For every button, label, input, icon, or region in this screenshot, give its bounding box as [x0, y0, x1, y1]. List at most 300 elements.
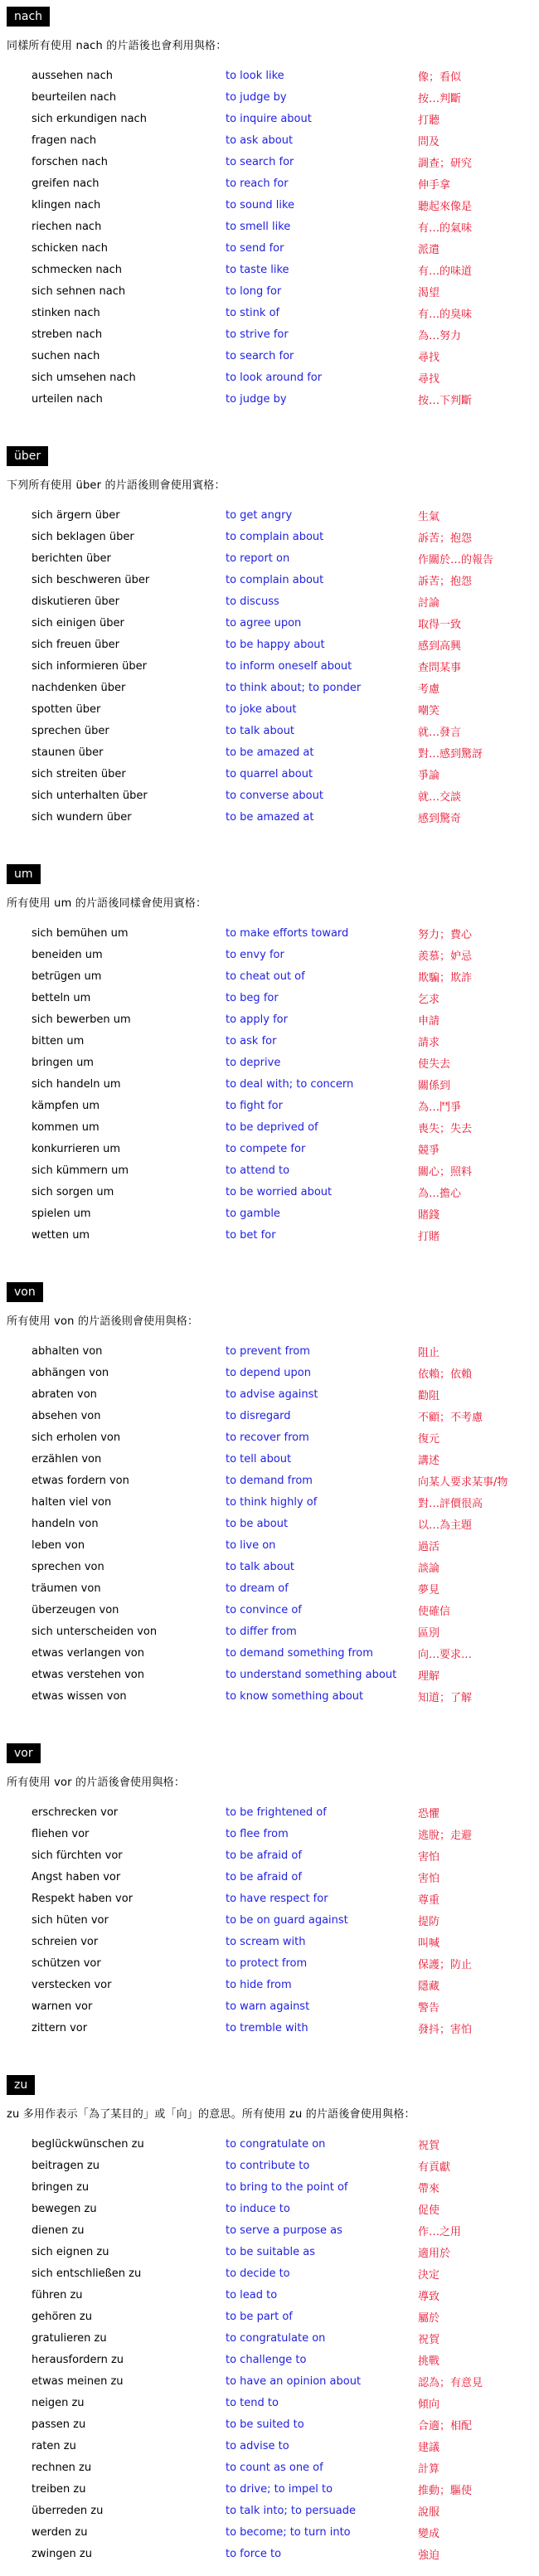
- chinese-meaning: 認為；有意見: [418, 2376, 483, 2389]
- english-meaning: to attend to: [226, 1164, 290, 1177]
- english-meaning: to ask about: [226, 134, 294, 147]
- german-phrase: sich informieren über: [32, 659, 147, 673]
- english-meaning: to convince of: [226, 1603, 302, 1616]
- chinese-meaning: 傾向: [418, 2398, 440, 2411]
- table-row: [32, 1995, 526, 2017]
- table-row: [32, 785, 526, 806]
- german-phrase: etwas verlangen von: [32, 1646, 144, 1660]
- section-intro: 所有使用 von 的片語後則會使用與格：: [7, 1315, 199, 1328]
- german-phrase: bringen um: [32, 1056, 94, 1069]
- chinese-meaning: 談論: [418, 1562, 440, 1575]
- table-row: [32, 302, 526, 323]
- chinese-meaning: 爭論: [418, 769, 440, 782]
- german-phrase: sich umsehen nach: [32, 371, 136, 384]
- german-phrase: sich bemühen um: [32, 926, 129, 940]
- table-row: [32, 698, 526, 720]
- chinese-meaning: 打聽: [418, 114, 440, 127]
- english-meaning: to dream of: [226, 1582, 289, 1595]
- german-phrase: etwas meinen zu: [32, 2374, 124, 2388]
- chinese-meaning: 使確信: [418, 1605, 451, 1618]
- german-phrase: sich streiten über: [32, 767, 126, 780]
- english-meaning: to contribute to: [226, 2159, 310, 2172]
- chinese-meaning: 建議: [418, 2441, 440, 2454]
- chinese-meaning: 強迫: [418, 2549, 440, 2562]
- chinese-meaning: 講述: [418, 1454, 440, 1467]
- english-meaning: to complain about: [226, 573, 324, 586]
- chinese-meaning: 訴苦；抱怨: [418, 532, 473, 545]
- english-meaning: to disregard: [226, 1409, 291, 1422]
- german-phrase: rechnen zu: [32, 2461, 92, 2474]
- table-row: [32, 1845, 526, 1866]
- table-row: [32, 388, 526, 410]
- chinese-meaning: 不顧；不考慮: [418, 1411, 483, 1424]
- english-meaning: to agree upon: [226, 616, 302, 629]
- chinese-meaning: 討論: [418, 596, 440, 610]
- section-heading: vor: [7, 1743, 41, 1763]
- phrase-table: [32, 65, 526, 410]
- chinese-meaning: 恐懼: [418, 1807, 440, 1820]
- english-meaning: to decide to: [226, 2267, 290, 2280]
- chinese-meaning: 嘲笑: [418, 704, 440, 717]
- table-row: [32, 2306, 526, 2327]
- table-row: [32, 720, 526, 741]
- german-phrase: Angst haben vor: [32, 1870, 121, 1883]
- table-row: [32, 1801, 526, 1823]
- german-phrase: bewegen zu: [32, 2202, 97, 2215]
- chinese-meaning: 害怕: [418, 1850, 440, 1864]
- german-phrase: sich bewerben um: [32, 1013, 131, 1026]
- german-phrase: sprechen über: [32, 724, 109, 737]
- table-row: [32, 259, 526, 280]
- english-meaning: to flee from: [226, 1827, 289, 1840]
- table-row: [32, 806, 526, 828]
- english-meaning: to warn against: [226, 2000, 310, 2013]
- table-row: [32, 741, 526, 763]
- chinese-meaning: 逃脫；走避: [418, 1829, 473, 1842]
- german-phrase: riechen nach: [32, 220, 102, 233]
- chinese-meaning: 取得一致: [418, 618, 462, 631]
- chinese-meaning: 隱藏: [418, 1980, 440, 1993]
- german-phrase: absehen von: [32, 1409, 101, 1422]
- table-row: [32, 1556, 526, 1577]
- chinese-meaning: 打賭: [418, 1230, 440, 1243]
- table-row: [32, 1664, 526, 1685]
- english-meaning: to be amazed at: [226, 746, 314, 759]
- chinese-meaning: 賭錢: [418, 1208, 440, 1222]
- english-meaning: to beg for: [226, 991, 279, 1004]
- table-row: [32, 1974, 526, 1995]
- english-meaning: to be happy about: [226, 638, 325, 651]
- english-meaning: to count as one of: [226, 2461, 323, 2474]
- table-row: [32, 2413, 526, 2435]
- chinese-meaning: 發抖；害怕: [418, 2023, 473, 2036]
- english-meaning: to drive; to impel to: [226, 2482, 333, 2496]
- english-meaning: to know something about: [226, 1689, 364, 1703]
- table-row: [32, 2176, 526, 2198]
- english-meaning: to search for: [226, 155, 294, 168]
- german-phrase: etwas verstehen von: [32, 1668, 144, 1681]
- english-meaning: to deal with; to concern: [226, 1077, 354, 1091]
- table-row: [32, 1159, 526, 1181]
- german-phrase: passen zu: [32, 2418, 86, 2431]
- german-phrase: dienen zu: [32, 2224, 85, 2237]
- table-row: [32, 2155, 526, 2176]
- english-meaning: to congratulate on: [226, 2137, 326, 2151]
- table-row: [32, 1513, 526, 1534]
- german-phrase: raten zu: [32, 2439, 76, 2452]
- english-meaning: to differ from: [226, 1625, 297, 1638]
- german-phrase: sich wundern über: [32, 810, 132, 824]
- chinese-meaning: 生氣: [418, 510, 440, 523]
- english-meaning: to inform oneself about: [226, 659, 352, 673]
- table-row: [32, 1823, 526, 1845]
- table-row: [32, 1909, 526, 1931]
- chinese-meaning: 尋找: [418, 372, 440, 386]
- chinese-meaning: 考慮: [418, 683, 440, 696]
- english-meaning: to talk into; to persuade: [226, 2504, 356, 2517]
- german-phrase: beneiden um: [32, 948, 103, 961]
- german-phrase: überzeugen von: [32, 1603, 119, 1616]
- chinese-meaning: 競爭: [418, 1144, 440, 1157]
- chinese-meaning: 羨慕；妒忌: [418, 950, 473, 963]
- table-row: [32, 65, 526, 86]
- english-meaning: to be amazed at: [226, 810, 314, 824]
- chinese-meaning: 像；看似: [418, 70, 462, 84]
- chinese-meaning: 屬於: [418, 2311, 440, 2325]
- german-phrase: stinken nach: [32, 306, 100, 319]
- english-meaning: to be on guard against: [226, 1913, 348, 1927]
- chinese-meaning: 感到高興: [418, 639, 462, 653]
- chinese-meaning: 害怕: [418, 1872, 440, 1885]
- english-meaning: to be part of: [226, 2310, 293, 2323]
- table-row: [32, 2133, 526, 2155]
- german-phrase: konkurrieren um: [32, 1142, 121, 1155]
- chinese-meaning: 調查；研究: [418, 157, 473, 170]
- german-phrase: forschen nach: [32, 155, 108, 168]
- english-meaning: to bring to the point of: [226, 2180, 348, 2194]
- english-meaning: to force to: [226, 2547, 282, 2560]
- german-phrase: beurteilen nach: [32, 90, 117, 104]
- german-phrase: bitten um: [32, 1034, 85, 1047]
- english-meaning: to apply for: [226, 1013, 288, 1026]
- phrase-table: [32, 2133, 526, 2564]
- phrase-table: [32, 1340, 526, 1707]
- chinese-meaning: 計算: [418, 2462, 440, 2476]
- german-phrase: sich unterscheiden von: [32, 1625, 158, 1638]
- table-row: [32, 1362, 526, 1383]
- chinese-meaning: 請求: [418, 1036, 440, 1049]
- table-row: [32, 1383, 526, 1405]
- german-phrase: sich sorgen um: [32, 1185, 114, 1198]
- english-meaning: to prevent from: [226, 1344, 310, 1358]
- german-phrase: kämpfen um: [32, 1099, 100, 1112]
- english-meaning: to fight for: [226, 1099, 283, 1112]
- table-row: [32, 526, 526, 547]
- english-meaning: to recover from: [226, 1431, 309, 1444]
- chinese-meaning: 變成: [418, 2527, 440, 2540]
- chinese-meaning: 夢見: [418, 1583, 440, 1597]
- english-meaning: to search for: [226, 349, 294, 362]
- german-phrase: schreien vor: [32, 1935, 99, 1948]
- chinese-meaning: 警告: [418, 2001, 440, 2015]
- german-phrase: bringen zu: [32, 2180, 90, 2194]
- table-row: [32, 547, 526, 569]
- table-row: [32, 1030, 526, 1052]
- table-row: [32, 591, 526, 612]
- german-phrase: träumen von: [32, 1582, 101, 1595]
- table-row: [32, 634, 526, 655]
- chinese-meaning: 申請: [418, 1014, 440, 1028]
- table-row: [32, 129, 526, 151]
- section-1: [7, 441, 531, 828]
- german-phrase: werden zu: [32, 2525, 88, 2539]
- chinese-meaning: 祝賀: [418, 2139, 440, 2152]
- table-row: [32, 1642, 526, 1664]
- english-meaning: to be suitable as: [226, 2245, 315, 2258]
- english-meaning: to hide from: [226, 1978, 292, 1991]
- chinese-meaning: 挑戰: [418, 2355, 440, 2368]
- german-phrase: betteln um: [32, 991, 91, 1004]
- german-phrase: sich unterhalten über: [32, 789, 148, 802]
- english-meaning: to get angry: [226, 508, 293, 522]
- table-row: [32, 1621, 526, 1642]
- table-row: [32, 1577, 526, 1599]
- german-phrase: kommen um: [32, 1120, 100, 1134]
- section-intro: 下列所有使用 über 的片語後則會使用賓格：: [7, 479, 226, 492]
- table-row: [32, 2392, 526, 2413]
- english-meaning: to congratulate on: [226, 2331, 326, 2345]
- table-row: [32, 504, 526, 526]
- table-row: [32, 612, 526, 634]
- german-phrase: sprechen von: [32, 1560, 104, 1573]
- table-row: [32, 1095, 526, 1116]
- english-meaning: to envy for: [226, 948, 284, 961]
- german-phrase: diskutieren über: [32, 595, 119, 608]
- chinese-meaning: 帶來: [418, 2182, 440, 2195]
- english-meaning: to lead to: [226, 2288, 278, 2301]
- english-meaning: to strive for: [226, 328, 289, 341]
- english-meaning: to judge by: [226, 392, 287, 406]
- german-phrase: sich erholen von: [32, 1431, 121, 1444]
- chinese-meaning: 保護；防止: [418, 1958, 473, 1971]
- chinese-meaning: 提防: [418, 1915, 440, 1928]
- german-phrase: zwingen zu: [32, 2547, 92, 2560]
- table-row: [32, 1952, 526, 1974]
- table-row: [32, 345, 526, 367]
- english-meaning: to have respect for: [226, 1892, 328, 1905]
- table-row: [32, 1491, 526, 1513]
- chinese-meaning: 說服: [418, 2506, 440, 2519]
- english-meaning: to be deprived of: [226, 1120, 318, 1134]
- chinese-meaning: 理解: [418, 1670, 440, 1683]
- chinese-meaning: 感到驚奇: [418, 812, 462, 825]
- english-meaning: to cheat out of: [226, 970, 305, 983]
- table-row: [32, 2349, 526, 2370]
- table-row: [32, 1073, 526, 1095]
- table-row: [32, 173, 526, 194]
- chinese-meaning: 復元: [418, 1432, 440, 1446]
- german-phrase: sich entschließen zu: [32, 2267, 142, 2280]
- table-row: [32, 1009, 526, 1030]
- german-phrase: sich beschweren über: [32, 573, 150, 586]
- german-phrase: beitragen zu: [32, 2159, 100, 2172]
- table-row: [32, 1866, 526, 1888]
- english-meaning: to converse about: [226, 789, 323, 802]
- table-row: [32, 237, 526, 259]
- chinese-meaning: 作…之用: [418, 2225, 462, 2238]
- english-meaning: to advise to: [226, 2439, 289, 2452]
- section-0: [7, 0, 531, 410]
- section-intro: zu 多用作表示「為了某目的」或「向」的意思。所有使用 zu 的片語後會使用與格：: [7, 2108, 415, 2121]
- german-phrase: sich fürchten vor: [32, 1849, 123, 1862]
- english-meaning: to ask for: [226, 1034, 277, 1047]
- german-phrase: streben nach: [32, 328, 103, 341]
- chinese-meaning: 聽起來像是: [418, 200, 473, 213]
- german-phrase: aussehen nach: [32, 69, 113, 82]
- table-row: [32, 194, 526, 216]
- chinese-meaning: 勸阻: [418, 1389, 440, 1402]
- english-meaning: to be afraid of: [226, 1849, 302, 1862]
- german-phrase: halten viel von: [32, 1495, 112, 1509]
- german-phrase: sich ärgern über: [32, 508, 120, 522]
- table-row: [32, 108, 526, 129]
- chinese-meaning: 尊重: [418, 1893, 440, 1907]
- chinese-meaning: 查問某事: [418, 661, 462, 674]
- german-phrase: zittern vor: [32, 2021, 88, 2034]
- table-row: [32, 1340, 526, 1362]
- chinese-meaning: 叫喊: [418, 1937, 440, 1950]
- english-meaning: to inquire about: [226, 112, 312, 125]
- german-phrase: spielen um: [32, 1207, 91, 1220]
- chinese-meaning: 渴望: [418, 286, 440, 299]
- german-phrase: staunen über: [32, 746, 104, 759]
- chinese-meaning: 推動；驅使: [418, 2484, 473, 2497]
- english-meaning: to taste like: [226, 263, 289, 276]
- chinese-meaning: 努力；費心: [418, 928, 473, 941]
- chinese-meaning: 乞求: [418, 993, 440, 1006]
- english-meaning: to protect from: [226, 1956, 308, 1970]
- section-intro: 所有使用 vor 的片語後會使用與格：: [7, 1776, 186, 1789]
- german-phrase: sich sehnen nach: [32, 284, 126, 298]
- chinese-meaning: 過活: [418, 1540, 440, 1553]
- chinese-meaning: 為…努力: [418, 329, 462, 343]
- table-row: [32, 1224, 526, 1246]
- table-row: [32, 216, 526, 237]
- chinese-meaning: 作關於…的報告: [418, 553, 494, 566]
- table-row: [32, 1116, 526, 1138]
- english-meaning: to scream with: [226, 1935, 306, 1948]
- german-phrase: nachdenken über: [32, 681, 126, 694]
- section-intro: 所有使用 um 的片語後同樣會使用賓格：: [7, 897, 207, 910]
- english-meaning: to joke about: [226, 702, 297, 716]
- german-phrase: schützen vor: [32, 1956, 101, 1970]
- german-phrase: abhängen von: [32, 1366, 109, 1379]
- english-meaning: to be suited to: [226, 2418, 304, 2431]
- german-phrase: sich hüten vor: [32, 1913, 109, 1927]
- table-row: [32, 1052, 526, 1073]
- english-meaning: to think about; to ponder: [226, 681, 362, 694]
- english-meaning: to serve a purpose as: [226, 2224, 342, 2237]
- german-phrase: herausfordern zu: [32, 2353, 124, 2366]
- chinese-meaning: 有貢獻: [418, 2160, 451, 2174]
- german-phrase: beglückwünschen zu: [32, 2137, 144, 2151]
- english-meaning: to be about: [226, 1517, 289, 1530]
- table-row: [32, 763, 526, 785]
- chinese-meaning: 有…的臭味: [418, 308, 473, 321]
- table-row: [32, 1181, 526, 1203]
- english-meaning: to sound like: [226, 198, 295, 211]
- english-meaning: to smell like: [226, 220, 291, 233]
- german-phrase: gehören zu: [32, 2310, 92, 2323]
- section-4: [7, 1738, 531, 2039]
- section-intro: 同樣所有使用 nach 的片語後也會利用與格：: [7, 40, 227, 52]
- english-meaning: to become; to turn into: [226, 2525, 351, 2539]
- german-phrase: fragen nach: [32, 134, 97, 147]
- table-row: [32, 987, 526, 1009]
- english-meaning: to compete for: [226, 1142, 306, 1155]
- table-row: [32, 1931, 526, 1952]
- table-row: [32, 944, 526, 965]
- german-phrase: schicken nach: [32, 241, 108, 255]
- table-row: [32, 677, 526, 698]
- section-heading: nach: [7, 7, 50, 27]
- german-phrase: abhalten von: [32, 1344, 103, 1358]
- table-row: [32, 2435, 526, 2457]
- chinese-meaning: 適用於: [418, 2247, 451, 2260]
- table-row: [32, 1448, 526, 1470]
- german-phrase: Respekt haben vor: [32, 1892, 134, 1905]
- english-meaning: to think highly of: [226, 1495, 318, 1509]
- german-phrase: sich beklagen über: [32, 530, 134, 543]
- german-phrase: abraten von: [32, 1388, 97, 1401]
- english-meaning: to advise against: [226, 1388, 318, 1401]
- english-meaning: to complain about: [226, 530, 324, 543]
- german-phrase: etwas wissen von: [32, 1689, 127, 1703]
- chinese-meaning: 欺騙；欺詐: [418, 971, 473, 984]
- section-heading: über: [7, 446, 48, 466]
- table-row: [32, 1203, 526, 1224]
- chinese-meaning: 關心；照料: [418, 1165, 473, 1179]
- german-phrase: warnen vor: [32, 2000, 93, 2013]
- table-row: [32, 280, 526, 302]
- phrase-table: [32, 1801, 526, 2039]
- english-meaning: to depend upon: [226, 1366, 311, 1379]
- table-row: [32, 2543, 526, 2564]
- english-meaning: to tell about: [226, 1452, 292, 1465]
- german-phrase: neigen zu: [32, 2396, 85, 2409]
- chinese-meaning: 使失去: [418, 1057, 451, 1071]
- chinese-meaning: 按…下判斷: [418, 394, 473, 407]
- chinese-meaning: 決定: [418, 2268, 440, 2282]
- table-row: [32, 2500, 526, 2521]
- chinese-meaning: 伸手拿: [418, 178, 451, 192]
- table-row: [32, 2241, 526, 2263]
- english-meaning: to be afraid of: [226, 1870, 302, 1883]
- german-phrase: handeln von: [32, 1517, 99, 1530]
- english-meaning: to tremble with: [226, 2021, 308, 2034]
- chinese-meaning: 導致: [418, 2290, 440, 2303]
- english-meaning: to challenge to: [226, 2353, 307, 2366]
- table-row: [32, 151, 526, 173]
- english-meaning: to look like: [226, 69, 284, 82]
- german-phrase: verstecken vor: [32, 1978, 112, 1991]
- chinese-meaning: 訴苦；抱怨: [418, 575, 473, 588]
- german-phrase: etwas fordern von: [32, 1474, 129, 1487]
- german-phrase: betrügen um: [32, 970, 102, 983]
- table-row: [32, 1470, 526, 1491]
- table-row: [32, 1405, 526, 1427]
- english-meaning: to have an opinion about: [226, 2374, 362, 2388]
